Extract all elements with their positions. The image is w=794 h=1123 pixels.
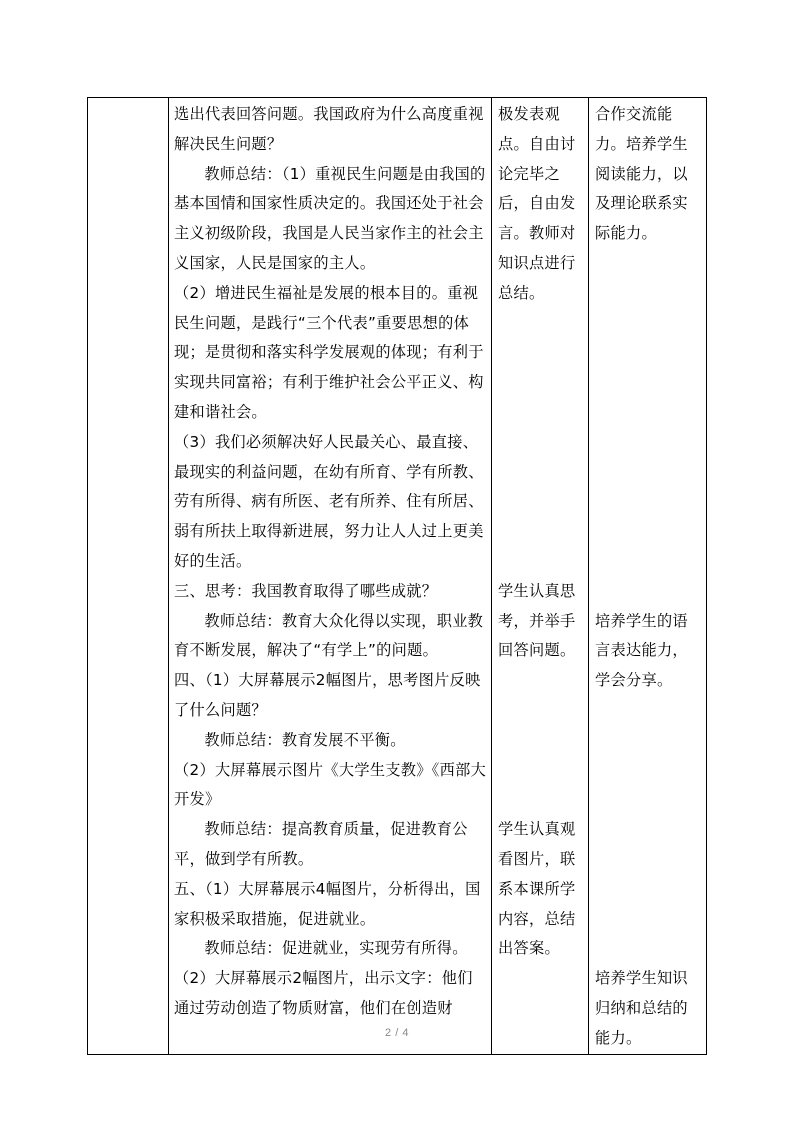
process-paragraph: 教师总结：提高教育质量，促进教育公平，做到学有所教。 [174, 820, 468, 868]
design-intent-text: 培养学生知识归纳和总结的能力。 [595, 969, 688, 1047]
process-paragraph: 三、思考：我国教育取得了哪些成就？ [174, 581, 438, 600]
student-activity-cell [492, 98, 589, 1055]
process-paragraph: （2）大屏幕展示图片《大学生支教》《西部大开发》 [174, 760, 487, 809]
process-paragraph: 教师总结：（1）重视民生问题是由我国的基本国情和国家性质决定的。我国还处于社会主义初级阶段，我国是人民当家作主的社会主义国家，人民是国家的主人。 [174, 164, 486, 272]
student-activity-text: 学生认真思考，并举手回答问题。 [498, 581, 576, 660]
design-intent-text: 培养学生的语言表达能力，学会分享。 [595, 611, 688, 690]
process-paragraph: 教师总结：促进就业，实现劳有所得。 [204, 939, 468, 958]
design-intent-content [589, 98, 706, 1054]
process-paragraph: 四、（1）大屏幕展示2幅图片，思考图片反映了什么问题？ [174, 671, 481, 719]
process-paragraph: （2）大屏幕展示2幅图片，出示文字：他们通过劳动创造了物质财富，他们在创造财 [174, 969, 473, 1017]
teaching-process-content [169, 98, 491, 1024]
student-activity-content [492, 98, 588, 964]
design-intent-text: 合作交流能力。培养学生阅读能力，以及理论联系实际能力。 [595, 105, 688, 243]
process-paragraph: 五、（1）大屏幕展示4幅图片，分析得出，国家积极采取措施，促进就业。 [174, 879, 481, 928]
process-paragraph: 教师总结：教育发展不平衡。 [204, 730, 406, 749]
process-paragraph: 教师总结：教育大众化得以实现，职业教育不断发展，解决了“有学上”的问题。 [174, 611, 484, 660]
teaching-process-cell [169, 98, 492, 1055]
student-activity-text: 极发表观点。自由讨论完毕之后，自由发言。教师对知识点进行总结。 [498, 105, 576, 302]
lesson-plan-table [87, 97, 707, 1055]
process-paragraph: 选出代表回答问题。我国政府为什么高度重视解决民生问题？ [174, 105, 484, 153]
process-paragraph: （3）我们必须解决好人民最关心、最直接、最现实的利益问题，在幼有所育、学有所教、劳有所得、病有所医、老有所养、住有所居、弱有所扶上取得新进展，努力让人人过上更美好的生活。 [174, 432, 484, 570]
table-row [88, 98, 707, 1055]
process-paragraph: （2）增进民生福祉是发展的根本目的。重视民生问题，是践行“三个代表”重要思想的体现；是贯彻和落实科学发展观的体现；有利于实现共同富裕；有利于维护社会公平正义、构建和谐社会。 [174, 283, 484, 421]
design-intent-cell [589, 98, 707, 1055]
student-activity-text: 学生认真观看图片，联系本课所学内容，总结出答案。 [498, 820, 576, 958]
stage-cell [88, 98, 169, 1055]
page-number: 2 / 4 [385, 1027, 409, 1039]
